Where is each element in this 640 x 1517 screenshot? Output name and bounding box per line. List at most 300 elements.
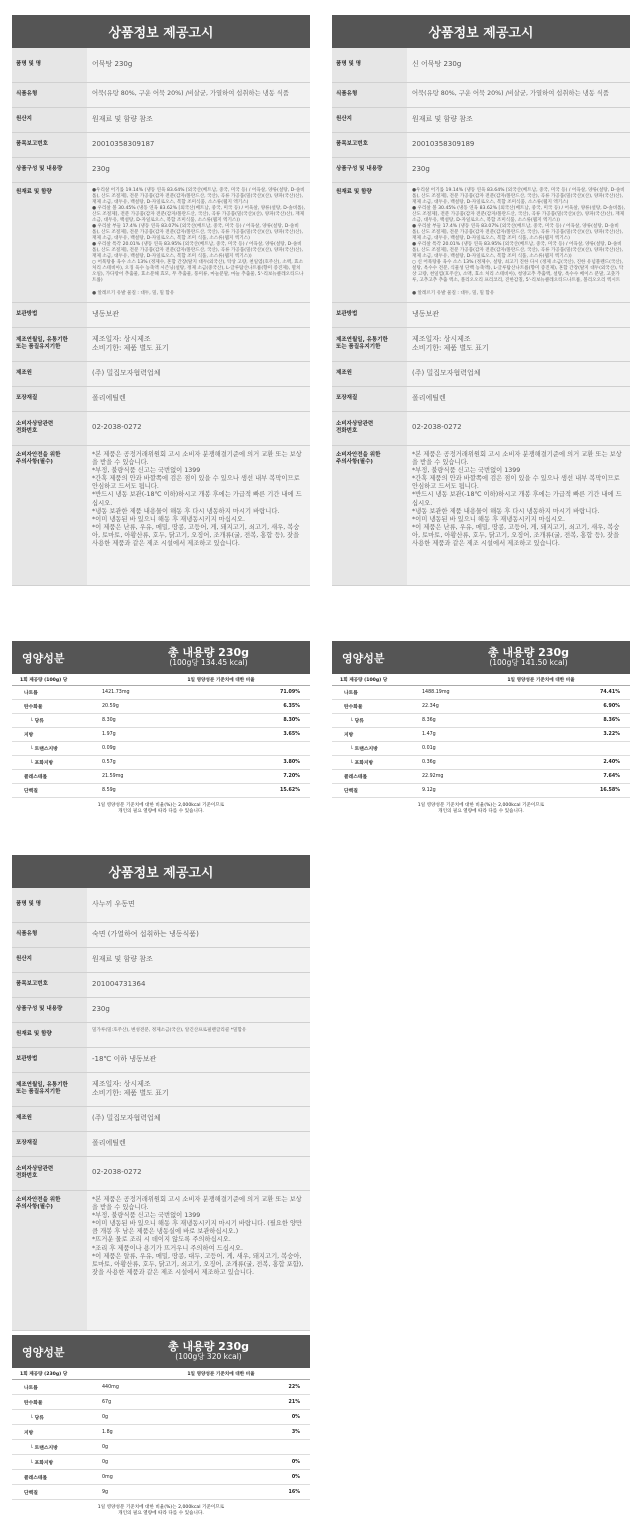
info-label: [12, 411, 87, 445]
info-table: [12, 888, 310, 1331]
product-info-panel: [12, 855, 310, 1331]
info-value-packaging: 폴리에틸렌: [407, 386, 630, 411]
info-value-phone: 02-2038-0272: [87, 411, 310, 445]
nutrient-percent: 7.64%: [603, 774, 620, 779]
info-row-composition: [12, 997, 310, 1022]
nutrition-title: 영양성분: [342, 651, 385, 665]
nutrient-name: [12, 1489, 92, 1496]
nutrient-name: [12, 1414, 92, 1421]
info-value-name: 어묵탕 230g: [87, 48, 310, 82]
nutrition-panel: [12, 641, 310, 815]
nutrition-row-chol: [12, 770, 310, 784]
nutrition-title: 영양성분: [22, 1345, 65, 1359]
nutrient-amount: 440mg: [102, 1384, 119, 1390]
nutrition-panel: [12, 1335, 310, 1517]
nutrient-amount: 1.8g: [102, 1429, 113, 1435]
info-label: 원재료 및 함량: [332, 182, 407, 302]
nutrient-name: [12, 1474, 92, 1481]
nutrition-panel: [332, 641, 630, 815]
nutrient-name: [332, 717, 412, 724]
footnote-line: 개인의 필요 열량에 따라 다를 수 있습니다.: [118, 809, 204, 815]
nutrition-header: [12, 641, 310, 674]
info-label: [12, 1072, 87, 1106]
nutrient-label: 트랜스지방: [34, 1445, 58, 1451]
kcal-per-100g: (100g당 141.50 kcal): [489, 658, 568, 668]
nutrient-label: 당류: [34, 719, 44, 724]
info-label: 품목보고번호: [12, 132, 87, 157]
info-value-date: [407, 327, 630, 361]
total-content: [117, 1341, 300, 1361]
nutrition-row-chol: [12, 1470, 310, 1485]
nutrient-name: [12, 717, 92, 724]
sub-item-marker-icon: └: [350, 747, 355, 752]
nutrient-amount: 20.59g: [102, 704, 119, 709]
info-label: 품명 및 명: [12, 48, 87, 82]
info-value-composition: 230g: [87, 997, 310, 1022]
info-value-ingredients: ●우리살 어기롤 19.14% (냉동 연육 83.64% [외국산(베트남, 중국, 미국 등) / 어육살, 양류(설탕, D-솔비톨), 산도 조절제], 전분 가공품(감자 전분(감자/폴란드산, 국산), 곡류 가공품(밀(국산)(산), 양파(국산)산), 재제 소금, 대두유, 백설탕, D-자일로오스, 복합 조미식품, 소스류(웹지 엑기스) ● 우리살 볼 30.45% (냉동 연육 83.62% [외국산(베트남, 중국, 미국 등) / 어육살, 양류(설탕, D-솔비톨), 산도 조절제], 전분 가공품(감자 전분(감자/폴란드산, 국산), 곡류 가공품(밀(국산)(산), 양파(국산)산), 재제 소금, 대두유, 백설탕, D-자일로오스, 복합 조미식품, 소스류(웹지 엑기스)) ● 우리살 부들 17.4% (냉동 연육 83.07% [외국산(베트남, 중국, 미국 등) / 어육살, 양류(설탕, D-솔비톨), 산도 조절제], 전분 가공품(감자 전분(감자/폴란드산, 국산), 곡류 가공품(밀(국산)(산), 양파(국산)산), 재제 소금, 대두유, 백설탕, D-자일로오스, 복합 조미 식품, 소스류(웹지 엑기스) ● 우리살 특각 20.01% (냉동 연육 83.95% [외국산(베트남, 중국, 미국 등) / 어육살, 양류(설탕, D-솔비톨), 산도 조절제], 전분 가공품(감자 전분(감자/폴란드산, 국산), 곡류 가공품(밀(국산)(산), 양파(국산)산), 재제 소금, 대두유, 백설탕, D-자일로오스, 복합 조미 식품, 소스류(웹지 엑기스)) ○ 신 어묵탕용 육수 소스 13% (정제수, 설탕, 쇠고기 진한 다시 (정제 소금(국산), 진한 유념블렌드(국산), 설탕, 옥수수 전분, 식물성 단백 농축액), L-글루탐산나트륨(향미 증진제), 혼합 간장(탈지 대두(외국산), 탁상 고량, 천일염(호주산), 소맥, 효소 처리 스테비아), 청양고추 추출액, 설탕, 옥수수 베이스 분말, 고춧가루, 고추고추 추출 액소, 폴리오오리 프리코리, 진한감칠, 5'-리보뉴클레오티드나트륨, 볼리오오리 엑시트 ● 알레르기 유발 물질 : 대두, 밀, 밀 함유: [407, 182, 630, 302]
nutrition-footnote: [332, 798, 630, 815]
info-row-ingredients: [12, 1022, 310, 1047]
info-label-line: 소비자안전을 위한: [336, 451, 381, 458]
info-value-type: 어묵(유탕 80%, 구운 어묵 20%) /비살균, 가열하여 섭취하는 냉동 식품: [407, 82, 630, 107]
nutrient-label: 포화지방: [34, 1460, 54, 1466]
kcal-per-100g: (100g당 134.45 kcal): [169, 658, 248, 668]
nutrient-label: 나트륨: [24, 1385, 38, 1391]
info-label-line: 주의사항(필수): [16, 458, 53, 465]
info-label-line: 제조연월일, 유통기한: [336, 336, 388, 343]
nutrition-row-sugar: [332, 714, 630, 728]
info-label: 보관방법: [12, 1047, 87, 1072]
sub-item-marker-icon: └: [30, 1415, 35, 1421]
info-row-storage: [12, 1047, 310, 1072]
nutrient-amount: 8.30g: [102, 718, 116, 723]
footnote-line: 개인의 필요 열량에 따라 다를 수 있습니다.: [118, 1511, 204, 1517]
info-value-storage: 냉동보관: [87, 302, 310, 327]
info-label: 식품유형: [332, 82, 407, 107]
info-value-maker: (주) 밀집모자협력업체: [87, 361, 310, 386]
info-value-type: 숙면 (가열하여 섭취하는 냉동식품): [87, 922, 310, 947]
info-value-packaging: 폴리에틸렌: [87, 1131, 310, 1156]
info-row-name: [12, 888, 310, 922]
kcal-per-100g: (100g당 320 kcal): [175, 1352, 242, 1362]
info-value-caution: *본 제품은 공정거래위원회 고시 소비자 분쟁해결기준에 의거 교환 또는 보상을 받을 수 있습니다. *부정, 불량식품 신고는 국번없이 1399 *간혹 제품의 안과 바깥쪽에 검은 점이 있을 수 있으나 생선 내부 복막이므로 안심하고 드셔도 됩니다. *반드시 냉동 보관(-18℃ 이하)하시고 개봉 후에는 가급적 빠른 기간 내에 드십시오. *냉동 보관한 제품 내용물이 해동 후 다시 냉동하지 마시기 바랍니다. *이미 냉동된 바 있으니 해동 후 재냉동시키지 마십시오. *이 제품은 난류, 우유, 메밀, 땅콩, 고등어, 게, 돼지고기, 쇠고기, 새우, 복숭아, 토마토, 아황산류, 호두, 닭고기, 오징어, 조개류(굴, 전복, 홍합 등), 잣을 사용한 제품과 같은 제조 시설에서 제조하고 있습니다.: [407, 445, 630, 585]
nutrition-footnote: [12, 798, 310, 815]
nutrient-amount: 9.12g: [422, 788, 436, 793]
nutrient-label: 탄수화물: [24, 1400, 43, 1406]
nutrient-percent: 0%: [291, 1459, 300, 1465]
nutrition-row-sugar: [12, 714, 310, 728]
info-value-caution: *본 제품은 공정거래위원회 고시 소비자 분쟁해결기준에 의거 교환 또는 보상을 받을 수 있습니다. *부정, 불량식품 신고는 국번없이 1399 *이미 냉동된 바 있으니 해동 후 재냉동시키지 마시기 바랍니다. (필요한 양만큼 개봉 후 남은 제품은 냉동실에 바로 보관하십시오.) *뜨거운 물로 조리 시 데이지 않도록 주의하십시오. *조리 후 제품이나 용기가 뜨거우니 주의하여 드십시오. *이 제품은 알류, 우유, 메밀, 땅콩, 대두, 고등어, 게, 새우, 돼지고기, 복숭아, 토마토, 아황산류, 호두, 닭고기, 쇠고기, 오징어, 조개류(굴, 전복, 홍합 포함), 잣을 사용한 제품과 같은 제조 시설에서 제조하고 있습니다.: [87, 1190, 310, 1330]
info-label-line: 주의사항(필수): [336, 458, 373, 465]
nutrient-amount: 8.36g: [422, 718, 436, 723]
info-label: [12, 327, 87, 361]
nutrient-percent: 6.90%: [603, 704, 620, 709]
nutrition-row-fat: [12, 728, 310, 742]
footnote-line: 1일 영양성분 기준치에 대한 비율(%)는 2,000kcal 기준이므로: [417, 803, 545, 808]
expiry-date: 소비기한: 제품 별도 표기: [412, 344, 489, 352]
nutrition-row-chol: [332, 770, 630, 784]
nutrient-label: 포화지방: [34, 761, 54, 766]
info-label: 원산지: [12, 947, 87, 972]
info-value-ingredients: 밀가루(밀:호주산), 변성전분, 정제소금(국산), 알긴산프로필렌글리콜 *밀함유: [87, 1022, 310, 1047]
info-label: 포장재질: [12, 1131, 87, 1156]
info-value-maker: (주) 밀집모자협력업체: [87, 1106, 310, 1131]
nutrient-name: [332, 773, 412, 780]
info-row-storage: [12, 302, 310, 327]
nutrient-amount: 0.09g: [102, 746, 116, 751]
nutrient-percent: 0%: [291, 1414, 300, 1420]
info-label: 식품유형: [12, 82, 87, 107]
info-label-line: 전화번호: [16, 428, 38, 434]
nutrition-footnote: [12, 1500, 310, 1517]
info-row-type: [332, 82, 630, 107]
sub-item-marker-icon: └: [30, 761, 35, 766]
nutrient-label: 나트륨: [344, 691, 358, 696]
info-row-storage: [332, 302, 630, 327]
info-label: 품목보고번호: [332, 132, 407, 157]
nutrition-row-sat: [12, 756, 310, 770]
nutrition-row-sodium: [332, 686, 630, 700]
nutrient-label: 콜레스테롤: [344, 775, 368, 780]
info-label: 원산지: [12, 107, 87, 132]
nutrient-percent: 16%: [288, 1489, 300, 1495]
info-row-caution: [12, 1190, 310, 1330]
footnote-line: 1일 영양성분 기준치에 대한 비율(%)는 2,000kcal 기준이므로: [97, 803, 225, 808]
nutrient-label: 트랜스지방: [34, 747, 58, 752]
nutrient-label: 포화지방: [354, 761, 374, 766]
info-value-composition: 230g: [407, 157, 630, 182]
nutrition-header: [12, 1335, 310, 1368]
info-label: [12, 445, 87, 585]
nutrient-percent: 3.80%: [283, 760, 300, 765]
nutrition-row-trans: [332, 742, 630, 756]
nutrient-amount: 0mg: [102, 1474, 113, 1480]
daily-ratio-header: 1일 영양성분 기준치에 대한 비율: [507, 677, 575, 683]
info-label: 상품구성 및 내용량: [332, 157, 407, 182]
nutrient-label: 단백질: [24, 789, 38, 794]
nutrient-name: [12, 1384, 92, 1391]
nutrient-percent: 6.35%: [283, 704, 300, 709]
info-value-storage: 냉동보관: [407, 302, 630, 327]
info-label-line: 제조연월일, 유통기한: [16, 336, 68, 343]
nutrient-amount: 67g: [102, 1399, 112, 1405]
nutrition-columns: [332, 674, 630, 686]
info-label: 포장재질: [332, 386, 407, 411]
info-label: [332, 445, 407, 585]
info-value-name: 신 어묵탕 230g: [407, 48, 630, 82]
info-row-phone: [332, 411, 630, 445]
sub-item-marker-icon: └: [30, 1460, 35, 1466]
info-value-phone: 02-2038-0272: [87, 1156, 310, 1190]
info-row-maker: [332, 361, 630, 386]
info-title: 상품정보 제공고시: [12, 855, 310, 888]
nutrient-label: 지방: [344, 733, 354, 738]
info-row-origin: [12, 947, 310, 972]
info-label: 제조원: [332, 361, 407, 386]
info-row-report: [12, 972, 310, 997]
total-content: [117, 647, 300, 667]
info-row-name: [332, 48, 630, 82]
info-label-line: 소비자안전을 위한: [16, 1196, 61, 1203]
info-value-caution: *본 제품은 공정거래위원회 고시 소비자 분쟁해결기준에 의거 교환 또는 보상을 받을 수 있습니다. *부정, 불량식품 신고는 국번없이 1399 *간혹 제품의 안과 바깥쪽에 검은 점이 있을 수 있으나 생선 내부 복막이므로 안심하고 드셔도 됩니다. *반드시 냉동 보관(-18℃ 이하)하시고 개봉 후에는 가급적 빠른 기간 내에 드십시오. *냉동 보관한 제품 내용물이 해동 후 다시 냉동하지 마시기 바랍니다. *이미 냉동된 바 있으니 해동 후 재냉동시키지 마십시오. *이 제품은 난류, 우유, 메밀, 땅콩, 고등어, 게, 돼지고기, 쇠고기, 새우, 복숭아, 토마토, 아황산류, 호두, 닭고기, 오징어, 조개류(굴, 전복, 홍합 등), 잣을 사용한 제품과 같은 제조 시설에서 제조하고 있습니다.: [87, 445, 310, 585]
info-label-line: 전화번호: [16, 1173, 38, 1179]
info-value-composition: 230g: [87, 157, 310, 182]
info-value-storage: -18℃ 이하 냉동보관: [87, 1047, 310, 1072]
info-value-phone: 02-2038-0272: [407, 411, 630, 445]
info-label-line: 또는 품질유지기한: [336, 344, 381, 350]
info-row-date: [12, 327, 310, 361]
nutrient-name: [12, 731, 92, 738]
nutrient-amount: 9g: [102, 1489, 109, 1495]
nutrient-amount: 8.59g: [102, 788, 116, 793]
nutrition-row-trans: [12, 742, 310, 756]
nutrition-row-carb: [12, 700, 310, 714]
info-label-line: 제조연월일, 유통기한: [16, 1081, 68, 1088]
info-label-line: 소비자상담관련: [16, 1165, 54, 1172]
nutrient-amount: 21.59mg: [102, 774, 124, 779]
nutrient-percent: 0%: [291, 1474, 300, 1480]
nutrition-row-fat: [12, 1425, 310, 1440]
serving-size: 1회 제공량 (100g) 당: [340, 677, 388, 683]
info-row-composition: [332, 157, 630, 182]
nutrition-row-fat: [332, 728, 630, 742]
info-value-ingredients: ●우리살 어기롤 19.14% (냉동 연육 83.64% [외국산(베트남, 중국, 미국 등) / 어육살, 양류(설탕, D-솔비톨), 산도 조절제], 전분 가공품(감자 전분(감자/폴란드산, 국산), 곡류 가공품(밀(국산)(산), 양파(국산)산), 재제 소금, 대두유, 백설탕, D-자일로오스, 복합 조미식품, 소스류(웹지 엑기스) ● 우리살 볼 30.45% (냉동 연육 83.62% [외국산(베트남, 중국, 미국 등) / 어육살, 양류(설탕, D-솔비톨), 산도 조절제], 전분 가공품(감자 전분(감자/폴란드산, 국산), 곡류 가공품(밀(국산)(산), 양파(국산)산), 재제 소금, 대두유, 백설탕, D-자일로오스, 복합 조미식품, 소스류(웹지 엑기스)) ● 우리살 부들 17.4% (냉동 연육 83.07% [외국산(베트남, 중국, 미국 등) / 어육살, 양류(설탕, D-솔비톨), 산도 조절제], 전분 가공품(감자 전분(감자/폴란드산, 국산), 곡류 가공품(밀(국산)(산), 양파(국산)산), 재제 소금, 대두유, 백설탕, D-자일로오스, 복합 조미 식품, 소스류(웹지 엑기스) ● 우리살 특각 20.01% (냉동 연육 83.95% [외국산(베트남, 중국, 미국 등) / 어육살, 양류(설탕, D-솔비톨), 산도 조절제], 전분 가공품(감자 전분(감자/폴란드산, 국산), 곡류 가공품(밀(국산)(산), 양파(국산)산), 재제 소금, 대두유, 백설탕, D-자일로오스, 복합 조미 식품, 소스류(웹지 엑기스)) ○ 어묵탕용 육수 소스 13% (정제수, 혼합 간장(탈지 대두(외국산), 탁상 고량, 천일염(호주산), 소맥, 효소 처리 스테비아), 오징 육수 농축액 시즌닝(설탕, 정제 소금(중국산), L-글루탐산나트륨(향미 증진제), 멸치 오일), 가다랑어 추출물, 효소분해 효모, 무 추출물, 풍미류, 마늘분말, 마늘 추출물, 5'-리보뉴클레오티드나트륨) ● 알레르기 유발 물질 : 대두, 밀, 밀 함유: [87, 182, 310, 302]
nutrition-row-sat: [332, 756, 630, 770]
nutrient-name: [12, 759, 92, 766]
product-info-panel: [332, 15, 630, 586]
nutrient-percent: 16.58%: [600, 788, 620, 793]
daily-ratio-header: 1일 영양성분 기준치에 대한 비율: [187, 1371, 255, 1377]
nutrient-name: [12, 787, 92, 794]
nutrient-amount: 1.97g: [102, 732, 116, 737]
nutrient-name: [332, 787, 412, 794]
nutrient-amount: 0.36g: [422, 760, 436, 765]
info-label-line: 소비자상담관련: [16, 420, 54, 427]
info-label-line: 소비자상담관련: [336, 420, 374, 427]
nutrient-amount: 0g: [102, 1444, 109, 1450]
nutrition-row-trans: [12, 1440, 310, 1455]
info-row-type: [12, 922, 310, 947]
info-label: [332, 327, 407, 361]
nutrition-columns: [12, 1368, 310, 1380]
info-label: 원재료 및 함량: [12, 1022, 87, 1047]
info-label: 품명 및 명: [332, 48, 407, 82]
nutrition-row-protein: [12, 784, 310, 798]
nutrient-percent: 3%: [291, 1429, 300, 1435]
info-row-date: [332, 327, 630, 361]
info-table: [12, 48, 310, 586]
nutrient-label: 트랜스지방: [354, 747, 378, 752]
info-label: [332, 411, 407, 445]
info-value-date: [87, 327, 310, 361]
info-label-line: 전화번호: [336, 428, 358, 434]
info-row-origin: [332, 107, 630, 132]
info-row-caution: [332, 445, 630, 585]
info-value-type: 어묵(유탕 80%, 구운 어묵 20%) /비살균, 가열하여 섭취하는 냉동 식품: [87, 82, 310, 107]
nutrition-header: [332, 641, 630, 674]
info-label-line: 소비자안전을 위한: [16, 451, 61, 458]
nutrition-title: 영양성분: [22, 651, 65, 665]
info-value-maker: (주) 밀집모자협력업체: [407, 361, 630, 386]
nutrient-percent: 15.62%: [280, 788, 300, 793]
nutrient-name: [12, 1444, 92, 1451]
info-value-packaging: 폴리에틸렌: [87, 386, 310, 411]
nutrient-name: [332, 759, 412, 766]
info-table: [332, 48, 630, 586]
nutrition-row-sodium: [12, 686, 310, 700]
nutrient-label: 단백질: [344, 789, 358, 794]
info-row-date: [12, 1072, 310, 1106]
info-label: 식품유형: [12, 922, 87, 947]
info-value-name: 사누끼 우동면: [87, 888, 310, 922]
daily-ratio-header: 1일 영양성분 기준치에 대한 비율: [187, 677, 255, 683]
nutrient-label: 탄수화물: [344, 705, 363, 710]
nutrient-percent: 3.65%: [283, 732, 300, 737]
nutrient-amount: 0.01g: [422, 746, 436, 751]
info-row-ingredients: [332, 182, 630, 302]
nutrient-amount: 1.47g: [422, 732, 436, 737]
info-row-name: [12, 48, 310, 82]
nutrition-columns: [12, 674, 310, 686]
info-label: 품명 및 명: [12, 888, 87, 922]
info-row-origin: [12, 107, 310, 132]
sub-item-marker-icon: └: [30, 1445, 35, 1451]
info-label-line: 주의사항(필수): [16, 1203, 53, 1210]
nutrient-amount: 0g: [102, 1414, 109, 1420]
sub-item-marker-icon: └: [30, 747, 35, 752]
total-weight: 총 내용량 230g: [168, 646, 249, 660]
info-label: 제조원: [12, 1106, 87, 1131]
footnote-line: 1일 영양성분 기준치에 대한 비율(%)는 2,000kcal 기준이므로: [97, 1505, 225, 1510]
nutrient-label: 단백질: [24, 1490, 38, 1496]
info-value-origin: 원재료 및 함량 참조: [87, 107, 310, 132]
nutrition-row-carb: [12, 1395, 310, 1410]
info-title: 상품정보 제공고시: [12, 15, 310, 48]
info-label: 상품구성 및 내용량: [12, 997, 87, 1022]
nutrient-name: [332, 703, 412, 710]
serving-size: 1회 제공량 (100g) 당: [20, 677, 68, 683]
nutrient-label: 나트륨: [24, 691, 38, 696]
nutrient-percent: 21%: [288, 1399, 300, 1405]
nutrition-row-sodium: [12, 1380, 310, 1395]
info-row-report: [12, 132, 310, 157]
info-value-origin: 원재료 및 함량 참조: [87, 947, 310, 972]
nutrient-name: [12, 1459, 92, 1466]
info-value-report: 201004731364: [87, 972, 310, 997]
info-label: 보관방법: [12, 302, 87, 327]
info-label: 원산지: [332, 107, 407, 132]
manufacture-date: 제조일자: 상시제조: [412, 334, 471, 343]
info-row-composition: [12, 157, 310, 182]
serving-size: 1회 제공량 (230g) 당: [20, 1371, 68, 1377]
nutrition-row-sat: [12, 1455, 310, 1470]
info-label: 원재료 및 함량: [12, 182, 87, 302]
info-row-caution: [12, 445, 310, 585]
nutrient-amount: 0.57g: [102, 760, 116, 765]
manufacture-date: 제조일자: 상시제조: [92, 334, 151, 343]
nutrient-percent: 8.30%: [283, 718, 300, 723]
sub-item-marker-icon: └: [350, 761, 355, 766]
info-label-line: 또는 품질유지기한: [16, 344, 61, 350]
sub-item-marker-icon: └: [350, 719, 355, 724]
nutrient-percent: 3.22%: [603, 732, 620, 737]
total-weight: 총 내용량 230g: [488, 646, 569, 660]
total-weight: 총 내용량 230g: [168, 1340, 249, 1354]
sub-item-marker-icon: └: [30, 719, 35, 724]
info-label: 포장재질: [12, 386, 87, 411]
info-value-report: 20010358309189: [407, 132, 630, 157]
info-row-maker: [12, 361, 310, 386]
info-row-phone: [12, 411, 310, 445]
footnote-line: 개인의 필요 열량에 따라 다를 수 있습니다.: [438, 809, 524, 815]
info-row-report: [332, 132, 630, 157]
nutrition-row-carb: [332, 700, 630, 714]
info-value-report: 20010358309187: [87, 132, 310, 157]
nutrient-label: 콜레스테롤: [24, 775, 48, 780]
nutrient-name: [12, 745, 92, 752]
nutrient-label: 콜레스테롤: [24, 1475, 48, 1481]
info-label: 상품구성 및 내용량: [12, 157, 87, 182]
nutrient-label: 지방: [24, 1430, 34, 1436]
nutrient-percent: 74.41%: [600, 690, 620, 695]
info-label: 보관방법: [332, 302, 407, 327]
info-row-phone: [12, 1156, 310, 1190]
info-row-maker: [12, 1106, 310, 1131]
nutrient-label: 지방: [24, 733, 34, 738]
info-row-ingredients: [12, 182, 310, 302]
info-value-date: [87, 1072, 310, 1106]
product-info-panel: [12, 15, 310, 586]
nutrient-name: [12, 1429, 92, 1436]
info-label: [12, 1190, 87, 1330]
nutrition-row-sugar: [12, 1410, 310, 1425]
nutrient-percent: 22%: [288, 1384, 300, 1390]
info-value-origin: 원재료 및 함량 참조: [407, 107, 630, 132]
info-label: [12, 1156, 87, 1190]
nutrient-amount: 22.34g: [422, 704, 439, 709]
info-row-packaging: [12, 386, 310, 411]
nutrient-percent: 2.40%: [603, 760, 620, 765]
info-row-packaging: [332, 386, 630, 411]
expiry-date: 소비기한: 제품 별도 표기: [92, 1089, 169, 1097]
nutrient-percent: 71.09%: [280, 690, 300, 695]
nutrient-amount: 1421.73mg: [102, 690, 130, 695]
nutrient-name: [332, 689, 412, 696]
nutrient-percent: 8.36%: [603, 718, 620, 723]
nutrient-amount: 1488.19mg: [422, 690, 450, 695]
nutrient-name: [332, 731, 412, 738]
info-label: 품목보고번호: [12, 972, 87, 997]
nutrition-row-protein: [12, 1485, 310, 1500]
nutrient-name: [12, 703, 92, 710]
total-content: [437, 647, 620, 667]
nutrient-label: 당류: [34, 1415, 44, 1421]
nutrient-name: [332, 745, 412, 752]
info-title: 상품정보 제공고시: [332, 15, 630, 48]
nutrient-name: [12, 1399, 92, 1406]
nutrient-label: 당류: [354, 719, 364, 724]
info-label: 제조원: [12, 361, 87, 386]
info-row-type: [12, 82, 310, 107]
nutrient-name: [12, 773, 92, 780]
info-label-line: 또는 품질유지기한: [16, 1089, 61, 1095]
nutrient-percent: 7.20%: [283, 774, 300, 779]
manufacture-date: 제조일자: 상시제조: [92, 1079, 151, 1088]
info-row-packaging: [12, 1131, 310, 1156]
nutrient-label: 탄수화물: [24, 705, 43, 710]
expiry-date: 소비기한: 제품 별도 표기: [92, 344, 169, 352]
nutrition-row-protein: [332, 784, 630, 798]
